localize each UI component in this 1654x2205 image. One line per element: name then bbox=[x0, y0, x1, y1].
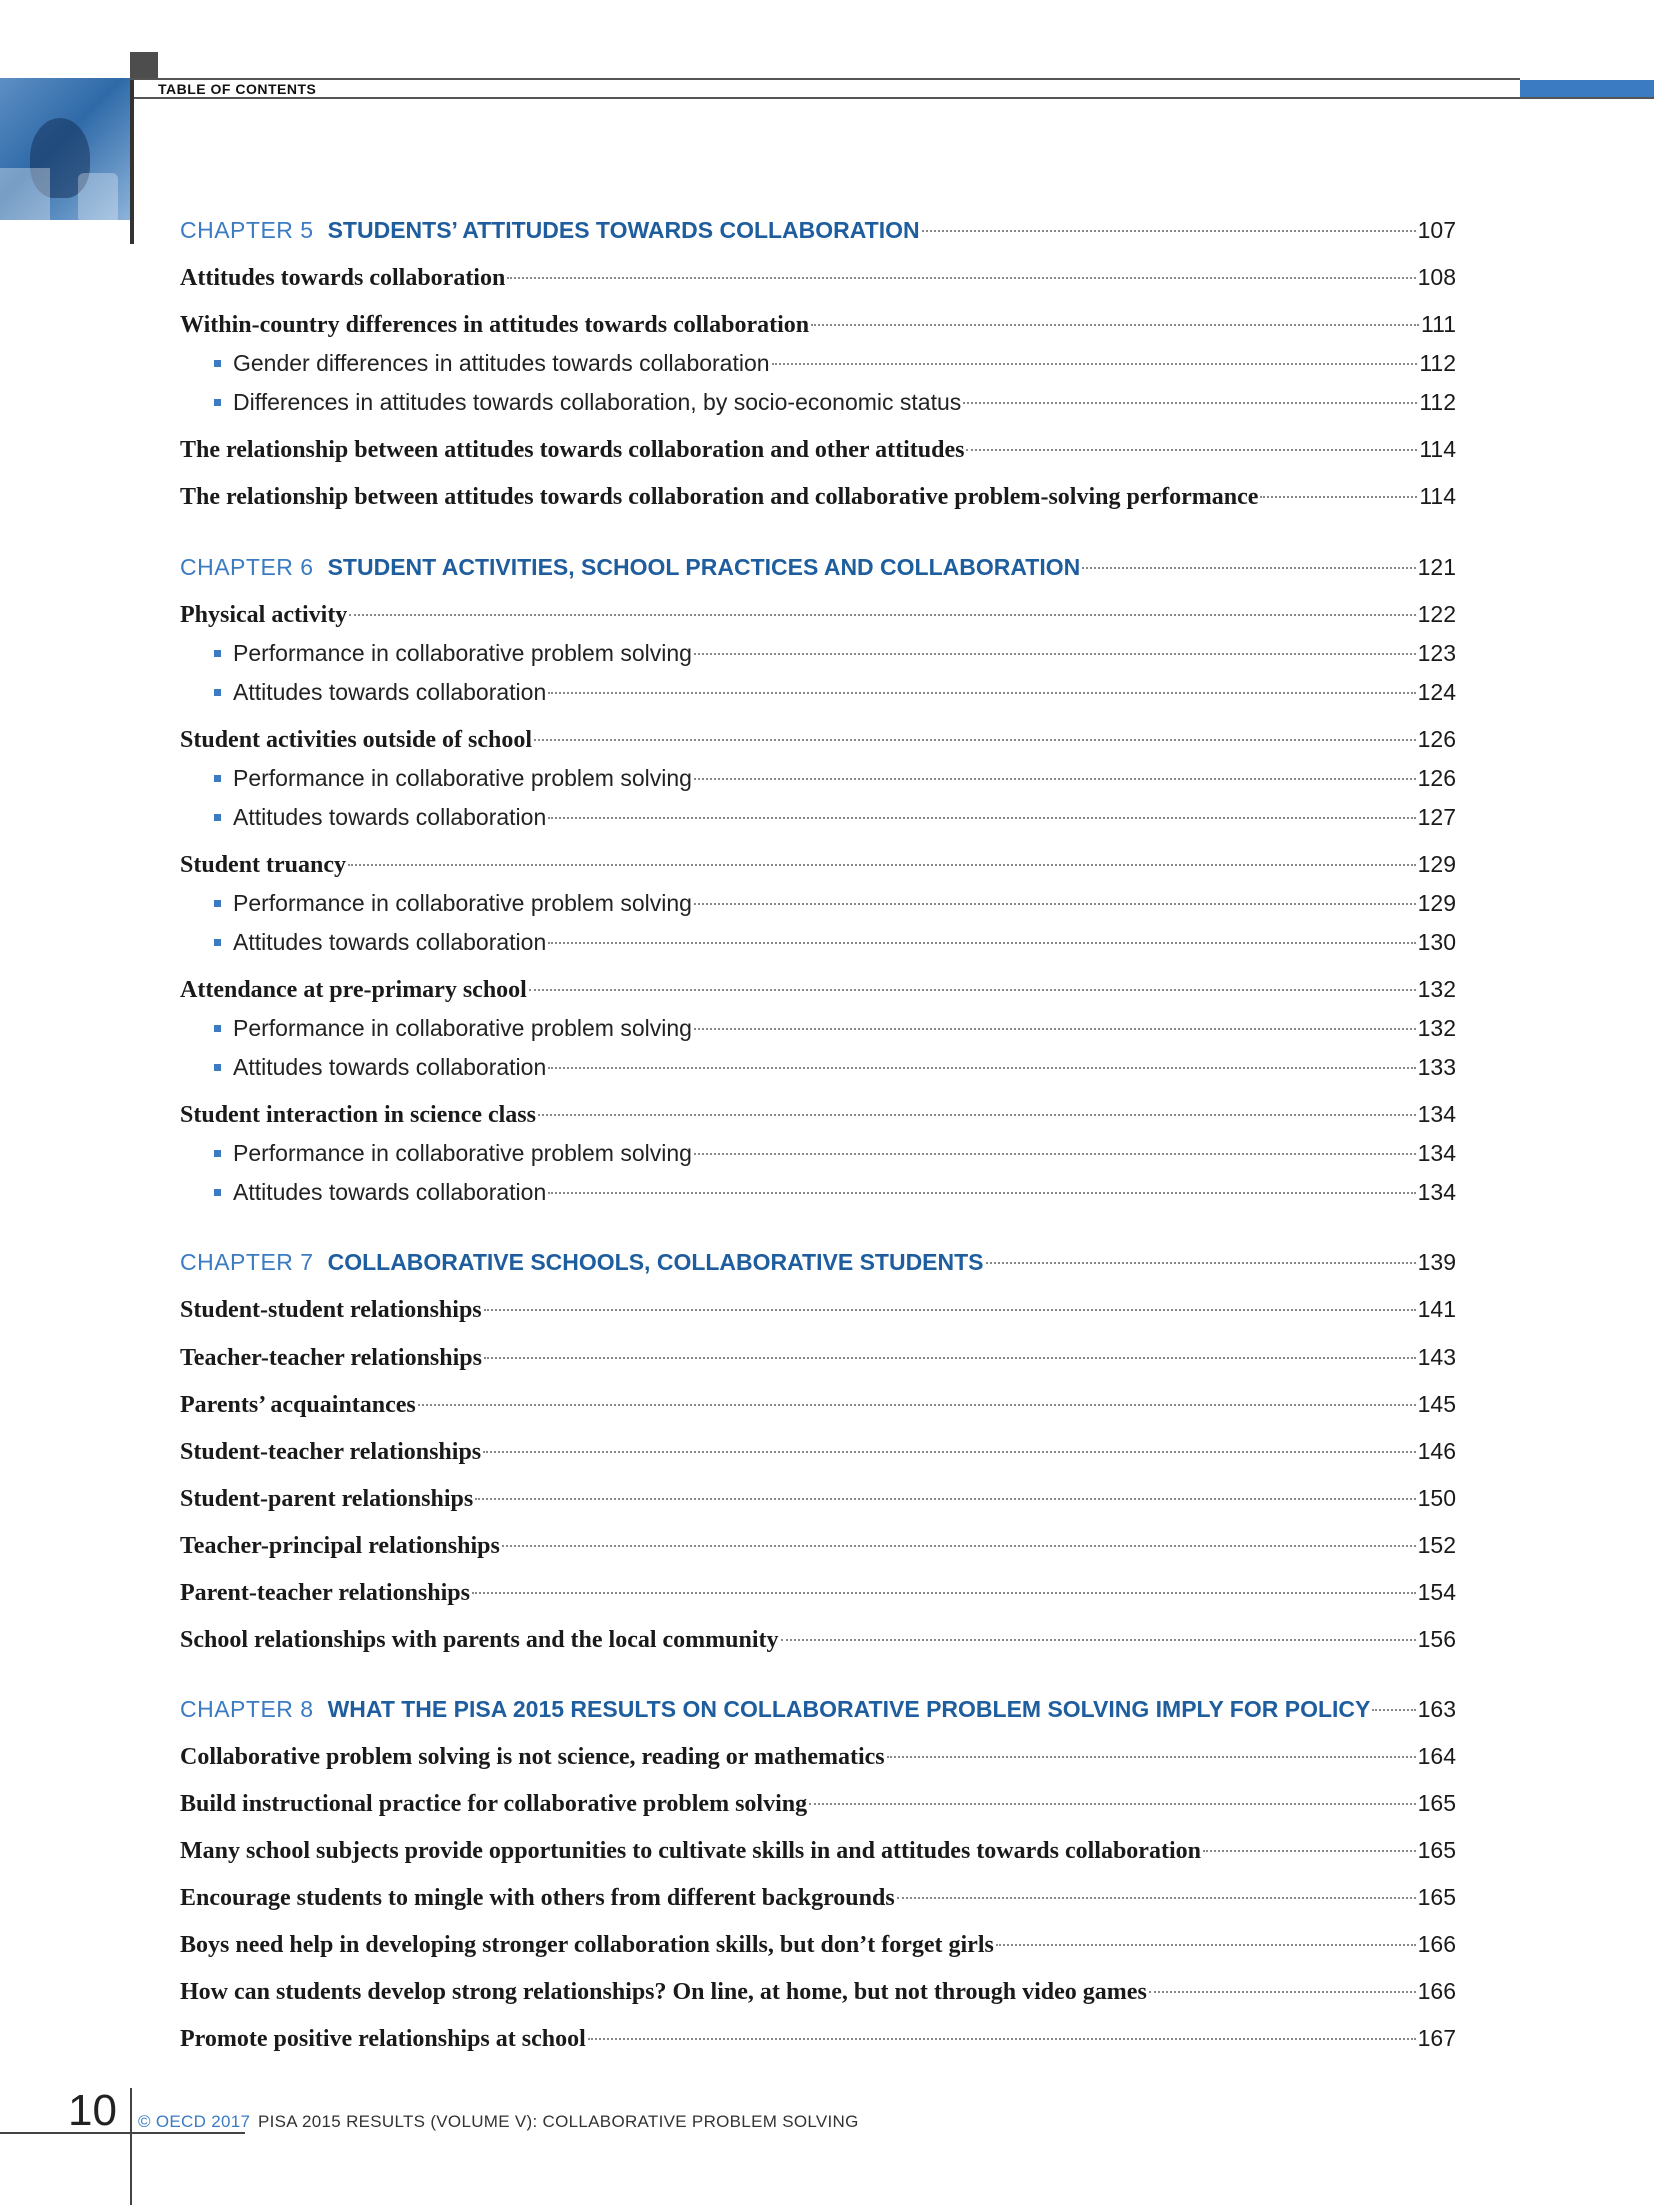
toc-page-number: 112 bbox=[1419, 389, 1456, 415]
toc-page-number: 152 bbox=[1417, 1532, 1456, 1558]
toc-entry-label: STUDENT ACTIVITIES, SCHOOL PRACTICES AND COLLABORATION bbox=[327, 554, 1081, 580]
toc-entry-label: Student-teacher relationships bbox=[180, 1439, 482, 1465]
toc-page-number: 166 bbox=[1417, 1931, 1456, 1957]
copyright: © OECD 2017 bbox=[138, 2112, 251, 2131]
toc-page-number: 129 bbox=[1417, 851, 1456, 877]
toc-page-number: 129 bbox=[1417, 890, 1456, 916]
bullet-icon bbox=[214, 399, 221, 406]
bullet-icon bbox=[214, 689, 221, 696]
bullet-icon bbox=[214, 814, 221, 821]
dot-leader bbox=[588, 2038, 1416, 2040]
header-accent-bar bbox=[1520, 80, 1654, 97]
toc-page-number: 112 bbox=[1419, 350, 1456, 376]
bullet-icon bbox=[214, 1064, 221, 1071]
toc-section-entry[interactable] bbox=[180, 1434, 1456, 1468]
toc-page-number: 123 bbox=[1417, 640, 1456, 666]
toc-entry-label: The relationship between attitudes towards collaboration and other attitudes bbox=[180, 437, 965, 463]
toc-page-number: 146 bbox=[1417, 1438, 1456, 1464]
toc-entry-label: Many school subjects provide opportunities to cultivate skills in and attitudes towards collaboration bbox=[180, 1838, 1201, 1864]
toc-page-number: 107 bbox=[1417, 217, 1456, 243]
header-rule-bottom bbox=[130, 97, 1654, 99]
toc-page-number: 156 bbox=[1417, 1626, 1456, 1652]
toc-section-entry[interactable] bbox=[180, 1739, 1456, 1773]
chapter-number: CHAPTER 5 bbox=[180, 217, 314, 243]
dot-leader bbox=[694, 778, 1416, 780]
toc-page-number: 167 bbox=[1417, 2025, 1456, 2051]
toc-section-entry[interactable] bbox=[180, 1340, 1456, 1374]
dot-leader bbox=[811, 324, 1419, 326]
toc-subsection-entry[interactable] bbox=[180, 1136, 1456, 1170]
dot-leader bbox=[507, 277, 1415, 279]
toc-chapter-entry[interactable] bbox=[180, 1245, 1456, 1279]
toc-entry-label: Parents’ acquaintances bbox=[180, 1392, 416, 1418]
dot-leader bbox=[538, 1114, 1416, 1116]
footer-vertical-rule bbox=[130, 2088, 132, 2205]
toc-entry-label: Attitudes towards collaboration bbox=[233, 679, 547, 705]
bullet-icon bbox=[214, 939, 221, 946]
dot-leader bbox=[534, 739, 1416, 741]
dot-leader bbox=[548, 1192, 1415, 1194]
bullet-icon bbox=[214, 360, 221, 367]
toc-entry-label: Attitudes towards collaboration bbox=[233, 1179, 547, 1205]
toc-page-number: 124 bbox=[1417, 679, 1456, 705]
dot-leader bbox=[483, 1451, 1416, 1453]
toc-section-entry[interactable] bbox=[180, 1387, 1456, 1421]
toc-entry-label: Collaborative problem solving is not science, reading or mathematics bbox=[180, 1744, 885, 1770]
footer-rule bbox=[0, 2132, 245, 2134]
dot-leader bbox=[963, 402, 1417, 404]
dot-leader bbox=[484, 1309, 1416, 1311]
dot-leader bbox=[887, 1756, 1416, 1758]
toc-entry-label: Performance in collaborative problem solving bbox=[233, 1015, 692, 1041]
dot-leader bbox=[781, 1639, 1416, 1641]
dot-leader bbox=[348, 864, 1416, 866]
toc-entry-label: Build instructional practice for collaborative problem solving bbox=[180, 1791, 808, 1817]
toc-section-entry[interactable] bbox=[180, 722, 1456, 756]
dot-leader bbox=[1149, 1991, 1416, 1993]
toc-entry-label: How can students develop strong relationships? On line, at home, but not through video games bbox=[180, 1979, 1147, 2005]
toc-entry-label: Student interaction in science class bbox=[180, 1102, 536, 1128]
toc-page-number: 134 bbox=[1417, 1179, 1456, 1205]
toc-subsection-entry[interactable] bbox=[180, 761, 1456, 795]
toc-section-entry[interactable] bbox=[180, 1481, 1456, 1515]
dot-leader bbox=[694, 1028, 1416, 1030]
bullet-icon bbox=[214, 650, 221, 657]
dot-leader bbox=[694, 1153, 1416, 1155]
toc-section-entry[interactable] bbox=[180, 432, 1456, 466]
toc-page-number: 126 bbox=[1417, 765, 1456, 791]
toc-entry-label: Student truancy bbox=[180, 852, 347, 878]
toc-section-entry[interactable] bbox=[180, 1575, 1456, 1609]
dot-leader bbox=[1260, 496, 1417, 498]
toc-entry-label: Physical activity bbox=[180, 602, 348, 628]
toc-page-number: 150 bbox=[1417, 1485, 1456, 1511]
toc-entry-label: Gender differences in attitudes towards collaboration bbox=[233, 350, 770, 376]
toc-page-number: 127 bbox=[1417, 804, 1456, 830]
toc-section-entry[interactable] bbox=[180, 1292, 1456, 1326]
header-tab-marker bbox=[130, 52, 158, 80]
toc-entry-label: Performance in collaborative problem solving bbox=[233, 1140, 692, 1166]
toc-entry-label: Performance in collaborative problem solving bbox=[233, 640, 692, 666]
toc-subsection-entry[interactable] bbox=[180, 636, 1456, 670]
toc-section-entry[interactable] bbox=[180, 1622, 1456, 1656]
toc-entry-label: STUDENTS’ ATTITUDES TOWARDS COLLABORATION bbox=[327, 217, 920, 243]
toc-section-entry[interactable] bbox=[180, 597, 1456, 631]
toc-entry-label: Performance in collaborative problem solving bbox=[233, 765, 692, 791]
toc-page-number: 122 bbox=[1417, 601, 1456, 627]
toc-page-number: 165 bbox=[1417, 1790, 1456, 1816]
bullet-icon bbox=[214, 1025, 221, 1032]
dot-leader bbox=[548, 692, 1415, 694]
header-rule-top bbox=[130, 78, 1520, 80]
dot-leader bbox=[966, 449, 1417, 451]
dot-leader bbox=[548, 1067, 1415, 1069]
toc-chapter-entry[interactable] bbox=[180, 1692, 1456, 1726]
toc-page-number: 121 bbox=[1417, 554, 1456, 580]
publication-title: PISA 2015 RESULTS (VOLUME V): COLLABORATIVE PROBLEM SOLVING bbox=[258, 2112, 859, 2131]
toc-section-entry[interactable] bbox=[180, 1880, 1456, 1914]
dot-leader bbox=[349, 614, 1415, 616]
toc-entry-label: Parent-teacher relationships bbox=[180, 1580, 470, 1606]
toc-page-number: 133 bbox=[1417, 1054, 1456, 1080]
toc-subsection-entry[interactable] bbox=[180, 346, 1456, 380]
dot-leader bbox=[809, 1803, 1416, 1805]
toc-page-number: 165 bbox=[1417, 1884, 1456, 1910]
toc-subsection-entry[interactable] bbox=[180, 886, 1456, 920]
dot-leader bbox=[922, 230, 1416, 232]
toc-subsection-entry[interactable] bbox=[180, 675, 1456, 709]
toc-subsection-entry[interactable] bbox=[180, 925, 1456, 959]
toc-entry-label: The relationship between attitudes towards collaboration and collaborative problem-solving performance bbox=[180, 484, 1259, 510]
toc-page-number: 134 bbox=[1417, 1101, 1456, 1127]
toc-entry-label: Attendance at pre-primary school bbox=[180, 977, 527, 1003]
dot-leader bbox=[502, 1545, 1416, 1547]
dot-leader bbox=[548, 942, 1415, 944]
toc-page-number: 132 bbox=[1417, 1015, 1456, 1041]
toc-page-number: 130 bbox=[1417, 929, 1456, 955]
toc-page-number: 141 bbox=[1417, 1296, 1456, 1322]
toc-entry-label: Attitudes towards collaboration bbox=[233, 929, 547, 955]
toc-page-number: 164 bbox=[1417, 1743, 1456, 1769]
toc-entry-label: Encourage students to mingle with others from different backgrounds bbox=[180, 1885, 895, 1911]
toc-section-entry[interactable] bbox=[180, 1974, 1456, 2008]
toc-page-number: 154 bbox=[1417, 1579, 1456, 1605]
toc-entry-label: Teacher-principal relationships bbox=[180, 1533, 500, 1559]
toc-subsection-entry[interactable] bbox=[180, 385, 1456, 419]
chapter-number: CHAPTER 6 bbox=[180, 554, 314, 580]
toc-entry-label: Teacher-teacher relationships bbox=[180, 1345, 482, 1371]
toc-section-entry[interactable] bbox=[180, 307, 1456, 341]
toc-page-number: 132 bbox=[1417, 976, 1456, 1002]
toc-entry-label: Performance in collaborative problem solving bbox=[233, 890, 692, 916]
dot-leader bbox=[996, 1944, 1416, 1946]
toc-entry-label: Student-parent relationships bbox=[180, 1486, 474, 1512]
toc-section-entry[interactable] bbox=[180, 2021, 1456, 2055]
dot-leader bbox=[475, 1498, 1415, 1500]
toc-page-number: 108 bbox=[1417, 264, 1456, 290]
toc-chapter-entry[interactable] bbox=[180, 550, 1456, 584]
toc-chapter-entry[interactable] bbox=[180, 213, 1456, 247]
toc-page-number: 114 bbox=[1419, 483, 1456, 509]
toc-section-entry[interactable] bbox=[180, 260, 1456, 294]
bullet-icon bbox=[214, 775, 221, 782]
toc-section-entry[interactable] bbox=[180, 972, 1456, 1006]
toc-page-number: 139 bbox=[1417, 1249, 1456, 1275]
bullet-icon bbox=[214, 1150, 221, 1157]
toc-subsection-entry[interactable] bbox=[180, 1175, 1456, 1209]
toc-entry-label: COLLABORATIVE SCHOOLS, COLLABORATIVE STUDENTS bbox=[327, 1249, 984, 1275]
dot-leader bbox=[1203, 1850, 1416, 1852]
toc-subsection-entry[interactable] bbox=[180, 1050, 1456, 1084]
page-number: 10 bbox=[68, 2086, 117, 2135]
toc-section-entry[interactable] bbox=[180, 1786, 1456, 1820]
toc-page-number: 165 bbox=[1417, 1837, 1456, 1863]
toc-entry-label: Student activities outside of school bbox=[180, 727, 533, 753]
toc-section-entry[interactable] bbox=[180, 479, 1456, 513]
toc-page-number: 143 bbox=[1417, 1344, 1456, 1370]
dot-leader bbox=[484, 1357, 1416, 1359]
dot-leader bbox=[1082, 567, 1415, 569]
toc-section-entry[interactable] bbox=[180, 1927, 1456, 1961]
toc-entry-label: Differences in attitudes towards collaboration, by socio-economic status bbox=[233, 389, 962, 415]
chapter-number: CHAPTER 8 bbox=[180, 1696, 314, 1722]
dot-leader bbox=[1372, 1709, 1415, 1711]
toc-page-number: 145 bbox=[1417, 1391, 1456, 1417]
toc-entry-label: School relationships with parents and the local community bbox=[180, 1627, 779, 1653]
toc-entry-label: Attitudes towards collaboration bbox=[180, 265, 506, 291]
toc-entry-label: Boys need help in developing stronger collaboration skills, but don’t forget girls bbox=[180, 1932, 994, 1958]
dot-leader bbox=[694, 653, 1416, 655]
toc-section-entry[interactable] bbox=[180, 847, 1456, 881]
dot-leader bbox=[986, 1262, 1416, 1264]
toc-page-number: 163 bbox=[1417, 1696, 1456, 1722]
toc-entry-label: Promote positive relationships at school bbox=[180, 2026, 586, 2052]
toc-page-number: 111 bbox=[1421, 311, 1456, 337]
dot-leader bbox=[772, 363, 1418, 365]
dot-leader bbox=[529, 989, 1416, 991]
toc-page-number: 126 bbox=[1417, 726, 1456, 752]
toc-entry-label: Within-country differences in attitudes towards collaboration bbox=[180, 312, 810, 338]
dot-leader bbox=[418, 1404, 1416, 1406]
bullet-icon bbox=[214, 900, 221, 907]
toc-page-number: 134 bbox=[1417, 1140, 1456, 1166]
header-vertical-rule bbox=[130, 80, 134, 244]
toc-section-entry[interactable] bbox=[180, 1097, 1456, 1131]
toc-subsection-entry[interactable] bbox=[180, 800, 1456, 834]
toc-section-entry[interactable] bbox=[180, 1833, 1456, 1867]
toc-page-number: 114 bbox=[1419, 436, 1456, 462]
header-photo bbox=[0, 78, 130, 220]
toc-entry-label: Attitudes towards collaboration bbox=[233, 1054, 547, 1080]
dot-leader bbox=[897, 1897, 1416, 1899]
chapter-number: CHAPTER 7 bbox=[180, 1249, 314, 1275]
bullet-icon bbox=[214, 1189, 221, 1196]
dot-leader bbox=[472, 1592, 1416, 1594]
toc-entry-label: Student-student relationships bbox=[180, 1297, 482, 1323]
toc-page-number: 166 bbox=[1417, 1978, 1456, 2004]
toc-entry-label: WHAT THE PISA 2015 RESULTS ON COLLABORATIVE PROBLEM SOLVING IMPLY FOR POLICY bbox=[327, 1696, 1371, 1722]
toc-subsection-entry[interactable] bbox=[180, 1011, 1456, 1045]
toc-section-entry[interactable] bbox=[180, 1528, 1456, 1562]
dot-leader bbox=[694, 903, 1416, 905]
section-title: TABLE OF CONTENTS bbox=[158, 81, 317, 97]
dot-leader bbox=[548, 817, 1415, 819]
toc-entry-label: Attitudes towards collaboration bbox=[233, 804, 547, 830]
